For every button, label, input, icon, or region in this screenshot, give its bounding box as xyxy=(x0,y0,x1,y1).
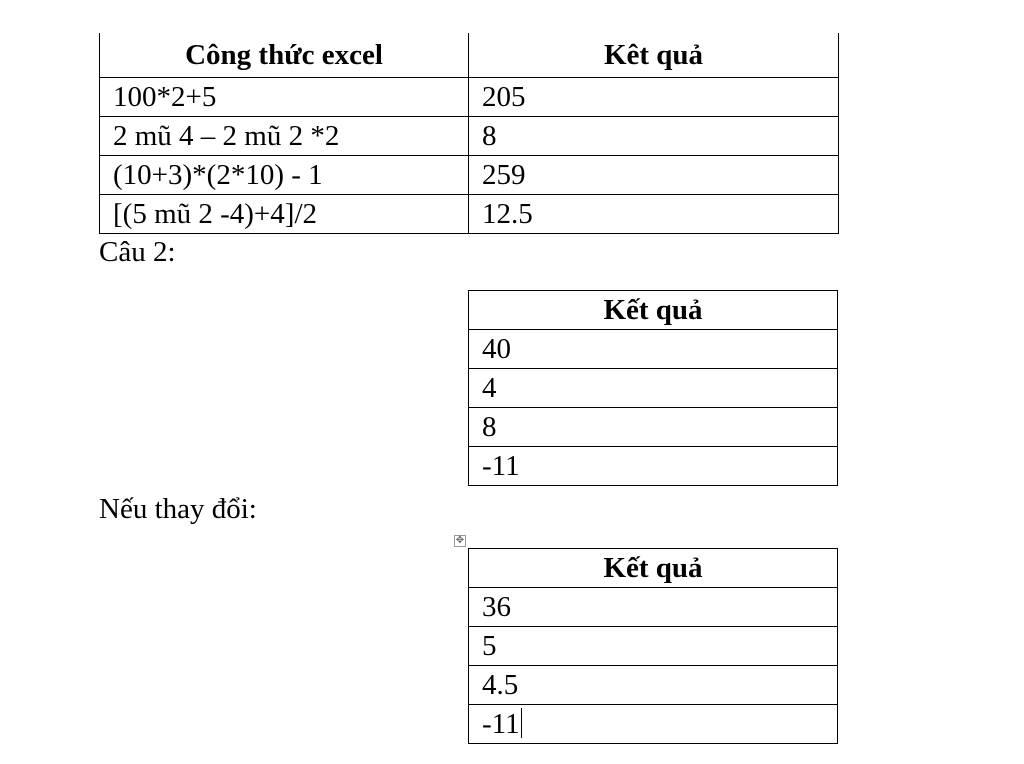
formula-cell[interactable]: (10+3)*(2*10) - 1 xyxy=(100,156,469,195)
result-cell[interactable]: 8 xyxy=(469,117,839,156)
formula-cell[interactable]: 2 mũ 4 – 2 mũ 2 *2 xyxy=(100,117,469,156)
result-cell[interactable]: 40 xyxy=(469,330,838,369)
result-cell[interactable]: 4.5 xyxy=(469,666,838,705)
column-header-result[interactable]: Kết quả xyxy=(469,549,838,588)
table-row xyxy=(469,627,838,666)
section-3-heading: Nếu thay đổi: xyxy=(99,493,257,525)
table-header-row xyxy=(469,291,838,330)
section-2-heading: Câu 2: xyxy=(99,236,176,268)
table-row xyxy=(469,447,838,486)
column-header-result[interactable]: Kết quả xyxy=(469,291,838,330)
result-cell-editing[interactable] xyxy=(469,705,838,744)
table-row xyxy=(469,369,838,408)
table-header-row xyxy=(469,549,838,588)
results-table-3 xyxy=(468,548,838,744)
table-row xyxy=(469,408,838,447)
table-row xyxy=(100,195,839,234)
column-header-result[interactable]: Kêt quả xyxy=(469,33,839,78)
result-value: -11 xyxy=(482,708,520,740)
text-cursor xyxy=(521,708,523,738)
table-row xyxy=(100,156,839,195)
result-cell[interactable]: 36 xyxy=(469,588,838,627)
table-row xyxy=(469,666,838,705)
table-header-row xyxy=(100,33,839,78)
formula-cell[interactable]: [(5 mũ 2 -4)+4]/2 xyxy=(100,195,469,234)
table-row xyxy=(100,78,839,117)
move-handle-icon[interactable]: ✥ xyxy=(455,535,465,546)
table-row xyxy=(469,588,838,627)
table-row xyxy=(469,705,838,744)
result-cell[interactable]: 8 xyxy=(469,408,838,447)
results-table-2 xyxy=(468,290,838,486)
formula-cell[interactable]: 100*2+5 xyxy=(100,78,469,117)
table-row xyxy=(469,330,838,369)
result-cell[interactable]: 5 xyxy=(469,627,838,666)
column-header-formula[interactable]: Công thức excel xyxy=(100,33,469,78)
result-cell[interactable]: -11 xyxy=(469,447,838,486)
result-cell[interactable]: 205 xyxy=(469,78,839,117)
result-cell[interactable]: 259 xyxy=(469,156,839,195)
table-row xyxy=(100,117,839,156)
result-cell[interactable]: 12.5 xyxy=(469,195,839,234)
formula-results-table xyxy=(99,33,839,234)
result-cell[interactable]: 4 xyxy=(469,369,838,408)
